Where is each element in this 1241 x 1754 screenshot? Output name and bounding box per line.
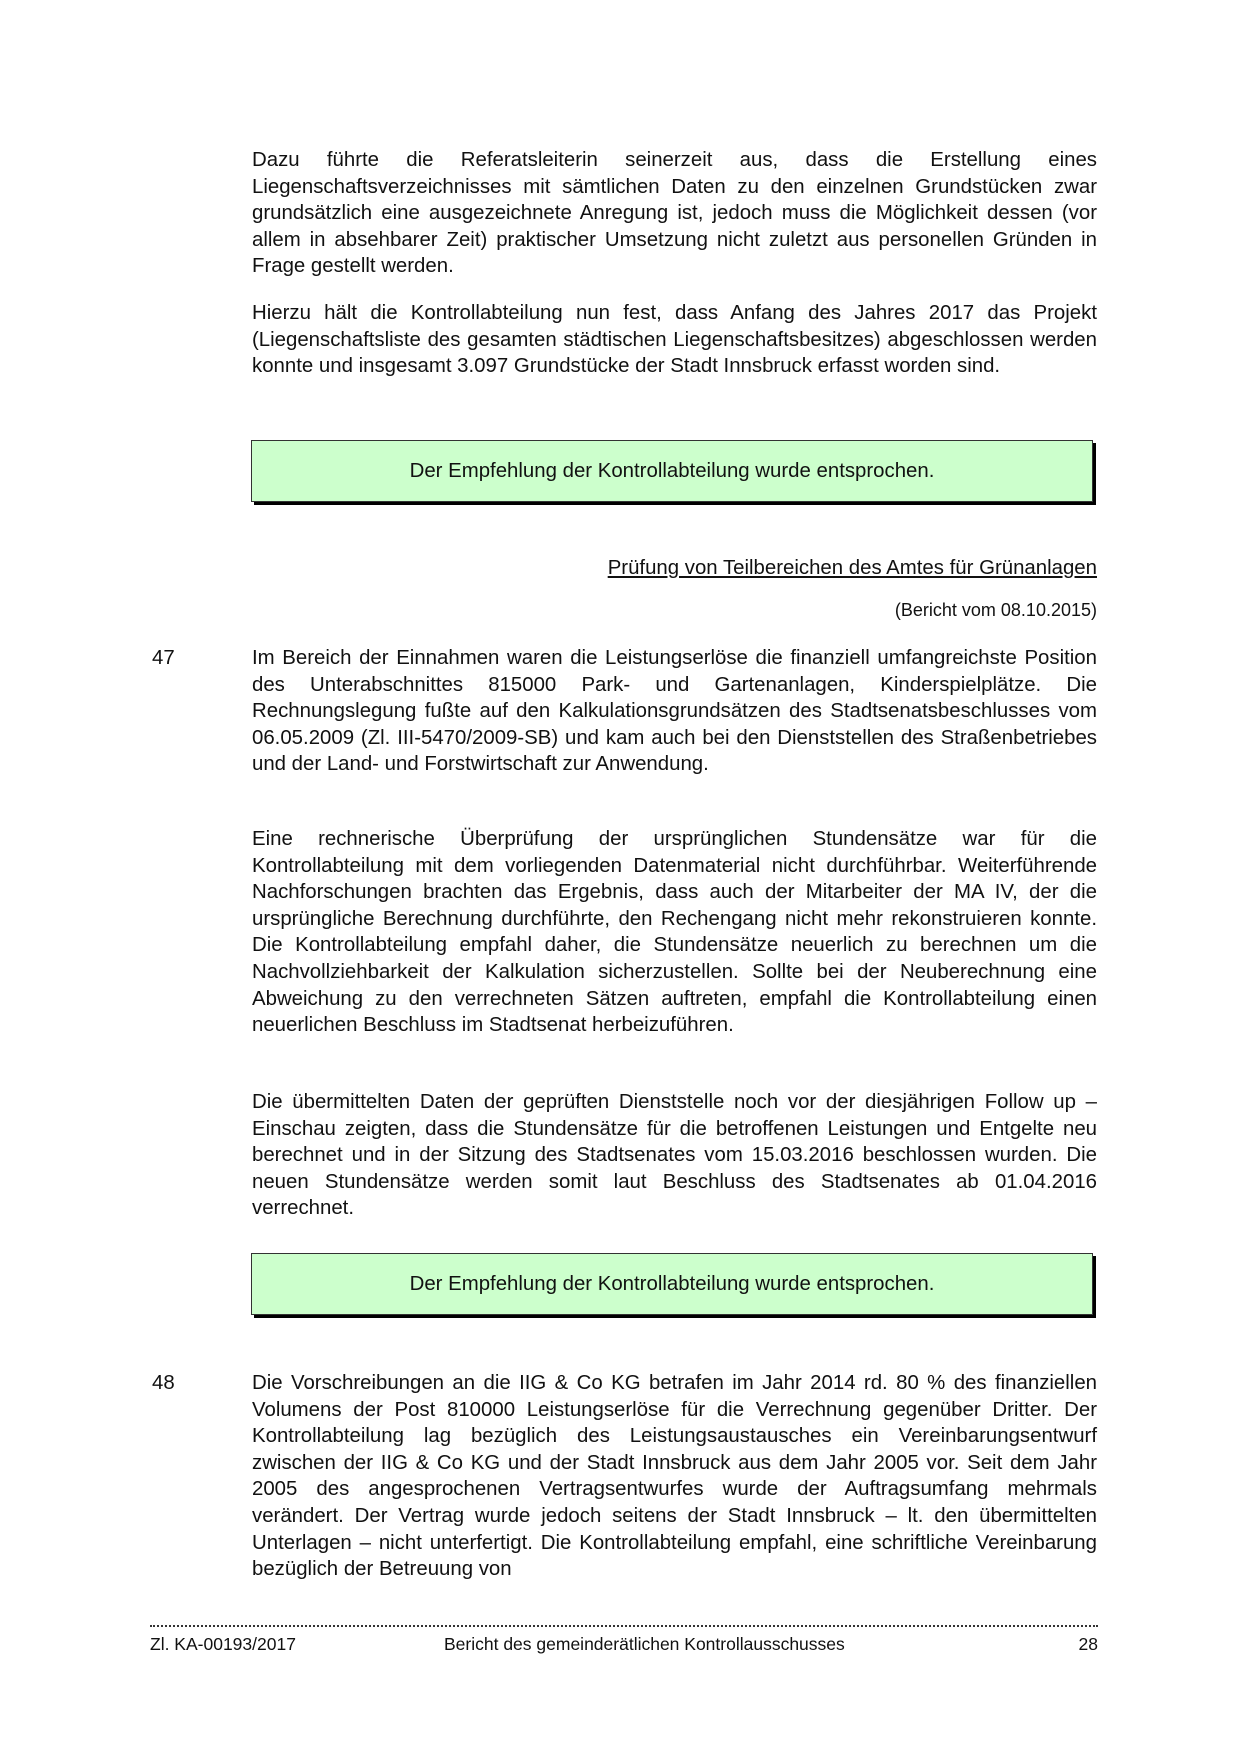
footer-reference: Zl. KA-00193/2017	[150, 1634, 296, 1654]
item-47-paragraph-3: Die übermittelten Daten der geprüften Dienststelle noch vor der diesjährigen Follow up – Einschau zeigten, dass die Stundensätze für die betroffenen Leistungen und Entgelte neu berechnet und in der Sitzung des Stadtsenates vom 15.03.2016 beschlossen wurden. Die neuen Stundensätze werden somit laut Beschluss des Stadtsenates ab 01.04.2016 verrechnet.	[252, 1091, 1097, 1220]
item-47-paragraph-2: Eine rechnerische Überprüfung der ursprünglichen Stundensätze war für die Kontrollabteilung mit dem vorliegenden Datenmaterial nicht durchführbar. Weiterführende Nachforschungen brachten das Ergebnis, dass auch der Mitarbeiter der MA IV, der die ursprüngliche Berechnung durchführte, den Rechengang nicht mehr rekonstruieren konnte. Die Kontrollabteilung empfahl daher, die Stundensätze neuerlich zu berechnen um die Nachvollziehbarkeit der Kalkulation sicherzustellen. Sollte bei der Neuberechnung eine Abweichung zu den verrechneten Sätzen auftreten, empfahl die Kontrollabteilung einen neuerlichen Beschluss im Stadtsenat herbeizuführen.	[252, 828, 1097, 1037]
item-48-paragraph-1: Die Vorschreibungen an die IIG & Co KG betrafen im Jahr 2014 rd. 80 % des finanziellen Volumens der Post 810000 Leistungserlöse für die Verrechnung gegenüber Dritter. Der Kontrollabteilung lag bezüglich des Leistungsaustausches ein Vereinbarungsentwurf zwischen der IIG & Co KG und der Stadt Innsbruck aus dem Jahr 2005 vor. Seit dem Jahr 2005 des angesprochenen Vertragsentwurfes wurde der Auftragsumfang mehrmals verändert. Der Vertrag wurde jedoch seitens der Stadt Innsbruck – lt. den übermittelten Unterlagen – nicht unterfertigt. Die Kontrollabteilung empfahl, eine schriftliche Vereinbarung bezüglich der Betreuung von	[252, 1372, 1097, 1581]
intro-paragraph-2: Hierzu hält die Kontrollabteilung nun fest, dass Anfang des Jahres 2017 das Projekt (Liegenschaftsliste des gesamten städtischen Liegenschaftsbesitzes) abgeschlossen werden konnte und insgesamt 3.097 Grundstücke der Stadt Innsbruck erfasst worden sind.	[252, 302, 1097, 378]
footer-divider	[150, 1625, 1098, 1627]
item-number: 47	[152, 647, 175, 669]
report-date: (Bericht vom 08.10.2015)	[894, 600, 1097, 620]
intro-paragraph-1: Dazu führte die Referatsleiterin seinerzeit aus, dass die Erstellung eines Liegenschaftsverzeichnisses mit sämtlichen Daten zu den einzelnen Grundstücken zwar grundsätzlich eine ausgezeichnete Anregung ist, jedoch muss die Möglichkeit dessen (vor allem in absehbarer Zeit) praktischer Umsetzung nicht zuletzt aus personellen Gründen in Frage gestellt werden.	[252, 149, 1097, 278]
section-title: Prüfung von Teilbereichen des Amtes für Grünanlagen	[607, 557, 1097, 579]
recommendation-box: Der Empfehlung der Kontrollabteilung wurde entsprochen.	[251, 440, 1093, 502]
recommendation-box: Der Empfehlung der Kontrollabteilung wurde entsprochen.	[251, 1253, 1093, 1315]
item-47-paragraph-1: Im Bereich der Einnahmen waren die Leistungserlöse die finanziell umfangreichste Position des Unterabschnittes 815000 Park- und Gartenanlagen, Kinderspielplätze. Die Rechnungslegung fußte auf den Kalkulationsgrundsätzen des Stadtsenatsbeschlusses vom 06.05.2009 (Zl. III-5470/2009-SB) und kam auch bei den Dienststellen des Straßenbetriebes und der Land- und Forstwirtschaft zur Anwendung.	[252, 647, 1097, 776]
footer-title: Bericht des gemeinderätlichen Kontrollausschusses	[444, 1634, 845, 1654]
page-number: 28	[1078, 1634, 1098, 1654]
item-number: 48	[152, 1372, 175, 1394]
